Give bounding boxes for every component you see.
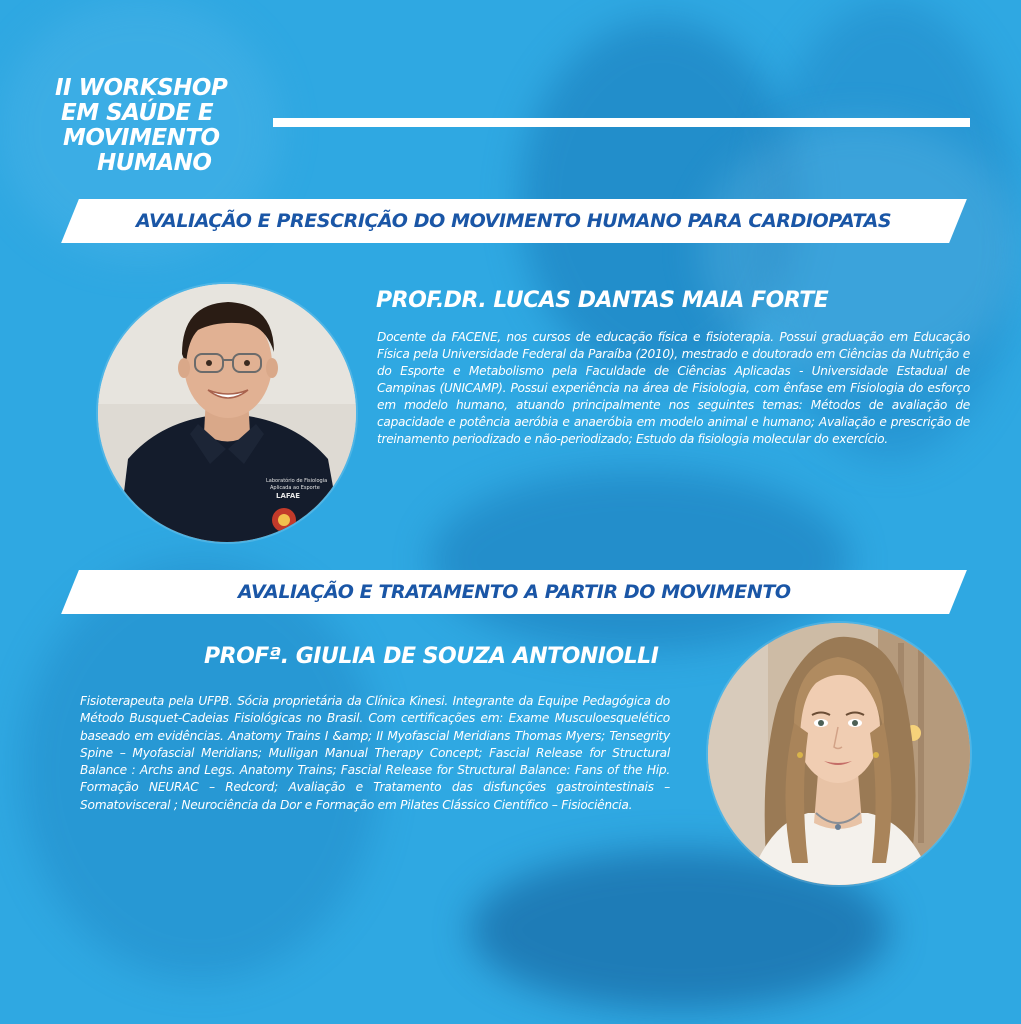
event-title — [55, 76, 255, 176]
speaker2-bio: Fisioterapeuta pela UFPB. Sócia proprietária da Clínica Kinesi. Integrante da Equipe Pedagógica do Método Busquet-Cadeias Fisiológicas no Brasil. Com certificações em: Exame Musculoesquelético baseado em evidências. Anatomy Trains I &amp; II Myofascial Meridians Thomas Myers; Tensegrity Spine – Myofascial Meridians; Mulligan Manual Therapy Concept; Fascial Release for Structural Balance : Archs and Legs. Anatomy Trains; Fascial Release for Structural Balance: Fans of the Hip. Formação NEURAC – Redcord; Avaliação e Tratamento das disfunções gastrointestinais –Somatovisceral ; Neurociência da Dor e Formação em Pilates Clássico Científico – Fisiociência. — [80, 694, 670, 812]
speaker2-portrait — [708, 623, 970, 885]
event-title-line: MOVIMENTO — [63, 125, 220, 151]
shirt-logo-text: Laboratório de Fisiologia — [266, 478, 328, 484]
event-title-line: EM SAÚDE E — [61, 100, 214, 126]
shirt-logo-text: Aplicada ao Esporte — [270, 485, 320, 491]
event-title-line: II WORKSHOP — [55, 75, 228, 101]
speaker2-name: PROFª. GIULIA DE SOUZA ANTONIOLLI — [204, 644, 659, 669]
speaker1-portrait — [98, 284, 356, 542]
background-runner-shape — [430, 470, 850, 650]
header-divider — [273, 118, 970, 127]
speaker1-name: PROF.DR. LUCAS DANTAS MAIA FORTE — [376, 288, 829, 313]
session2-topic-banner — [61, 570, 967, 614]
session1-topic-banner — [61, 199, 967, 243]
speaker1-bio: Docente da FACENE, nos cursos de educação física e fisioterapia. Possui graduação em Educação Física pela Universidade Federal da Paraíba (2010), mestrado e doutorado em Ciências da Nutrição e do Esporte e Metabolismo pela Faculdade de Ciências Aplicadas - Universidade Estadual de Campinas (UNICAMP). Possui experiência na área de Fisiologia, com ênfase em Fisiologia do esforço em modelo humano, atuando principalmente nos seguintes temas: Métodos de avaliação de capacidade e potência aeróbia e anaeróbia em modelo animal e humano; Avaliação e prescrição de treinamento periodizado e não-periodizado; Estudo da fisiologia molecular do exercício. — [377, 330, 970, 446]
event-title-line: HUMANO — [97, 150, 212, 176]
speaker2-photo — [708, 623, 970, 885]
speaker1-photo — [98, 284, 356, 542]
session2-topic: AVALIAÇÃO E TRATAMENTO A PARTIR DO MOVIMENTO — [237, 581, 791, 603]
shirt-logo-text: LAFAE — [276, 492, 301, 500]
session1-topic: AVALIAÇÃO E PRESCRIÇÃO DO MOVIMENTO HUMANO PARA CARDIOPATAS — [136, 210, 892, 232]
